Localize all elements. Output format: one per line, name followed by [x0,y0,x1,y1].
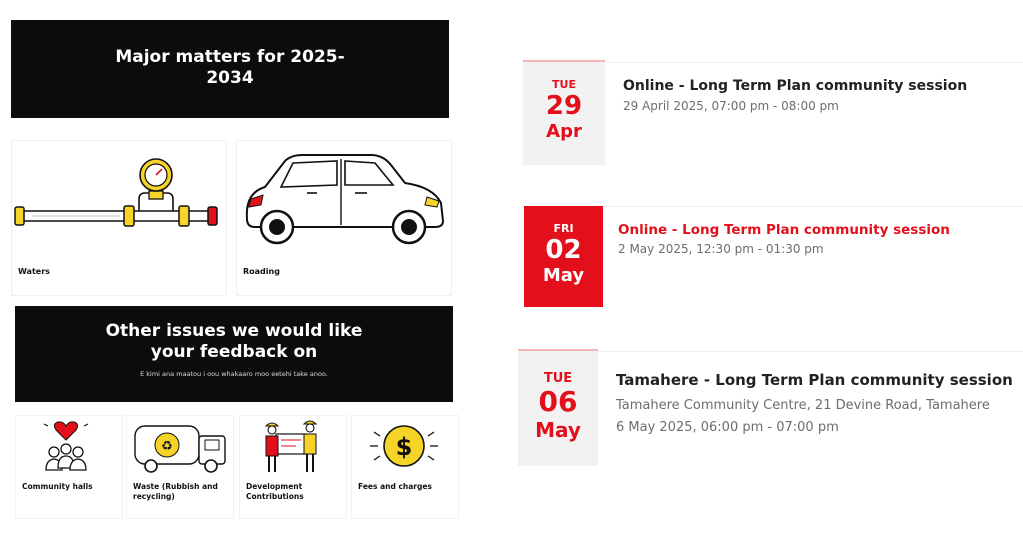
event-title[interactable]: Online - Long Term Plan community session [618,222,950,238]
event-datetime: 2 May 2025, 12:30 pm - 01:30 pm [618,242,824,256]
car-icon [237,141,453,261]
tile-label-fees-and-charges: Fees and charges [358,482,432,491]
tile-community-halls[interactable] [15,415,123,519]
event-month: May [535,418,581,442]
recycling-truck-icon [127,416,235,476]
other-issues-subtitle: E kimi ana maatou i oou whakaaro moo eetehi take anoo. [140,370,328,378]
event-title[interactable]: Tamahere - Long Term Plan community session [616,371,1013,389]
workers-plans-icon [240,416,348,476]
event-day: 02 [545,235,582,265]
dollar-coin-icon [352,416,460,476]
water-pipe-gauge-icon [12,141,228,261]
event-datetime: 29 April 2025, 07:00 pm - 08:00 pm [623,99,839,113]
tile-waste[interactable] [126,415,234,519]
event-separator [598,351,1023,352]
major-matters-title: Major matters for 2025-2034 [115,47,345,88]
event-weekday: FRI [553,222,574,235]
other-issues-banner [15,306,453,402]
tile-label-waters: Waters [18,267,50,276]
event-date-box [518,349,598,466]
event-month: Apr [546,121,582,142]
event-month: May [542,265,585,286]
community-heart-icon [16,416,124,476]
event-date-box [523,60,605,165]
tile-label-waste: Waste (Rubbish and recycling) [133,482,218,501]
event-separator [603,206,1023,207]
tile-label-development-contributions: Development Contributions [246,482,304,501]
major-matters-banner [11,20,449,118]
event-day: 06 [538,385,578,418]
event-weekday: TUE [552,78,576,91]
event-day: 29 [545,91,583,121]
event-date-box [524,206,603,307]
event-title[interactable]: Online - Long Term Plan community session [623,78,968,94]
event-datetime: 6 May 2025, 06:00 pm - 07:00 pm [616,420,839,435]
tile-waters[interactable] [11,140,227,296]
tile-development-contributions[interactable] [239,415,347,519]
event-weekday: TUE [543,371,573,386]
svg-text:♻: ♻ [161,439,173,454]
event-separator [606,62,1023,63]
tile-fees-and-charges[interactable] [351,415,459,519]
event-location: Tamahere Community Centre, 21 Devine Road, Tamahere [616,398,990,413]
svg-text:$: $ [395,433,413,461]
other-issues-title: Other issues we would like your feedback on [105,321,363,362]
tile-roading[interactable] [236,140,452,296]
tile-label-community-halls: Community halls [22,482,93,491]
tile-label-roading: Roading [243,267,280,276]
